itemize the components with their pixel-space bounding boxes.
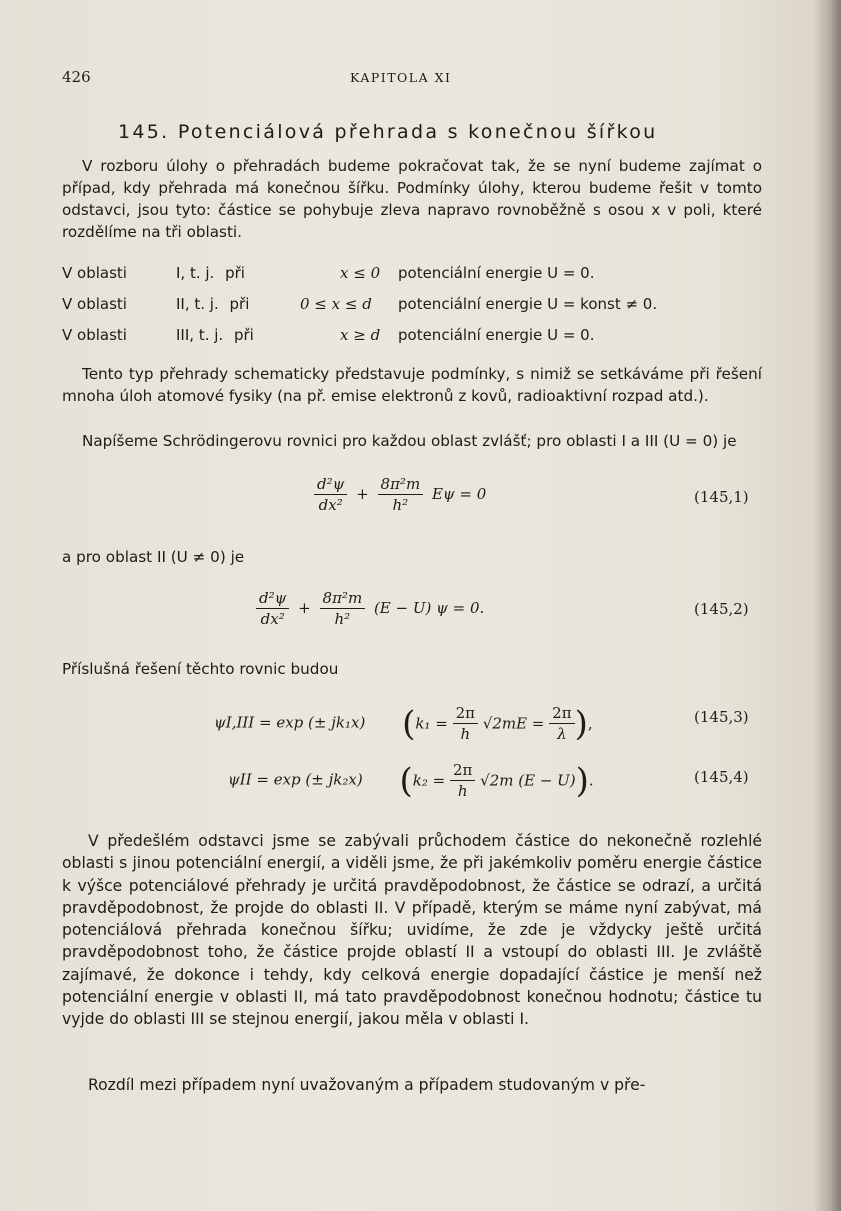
denominator: h²	[392, 496, 409, 514]
paren-right: )	[575, 760, 589, 801]
region-energy: potenciální energie U = 0.	[398, 326, 595, 344]
square-root: √2m (E − U)	[480, 771, 576, 790]
operator: +	[298, 598, 311, 617]
equation-tail: Eψ = 0	[431, 484, 487, 503]
numerator: 8π²m	[378, 474, 424, 495]
region-condition: x ≥ d	[340, 326, 381, 344]
region-energy: potenciální energie U = 0.	[398, 264, 595, 282]
numerator: d²ψ	[256, 588, 289, 609]
paragraph-difference	[62, 1074, 762, 1096]
equation-number: (145,3)	[694, 708, 749, 726]
region-numeral-text: II, t. j.	[176, 295, 219, 313]
fraction	[450, 760, 475, 801]
denominator: dx²	[318, 496, 343, 514]
equation-lhs: ψII = exp (± jk₂x)	[228, 770, 363, 789]
region-numeral-text: III, t. j.	[176, 326, 224, 344]
region-cond-word: při	[225, 264, 245, 282]
paren-left: (	[402, 703, 416, 744]
page-edge-shadow	[813, 0, 841, 1211]
denominator: λ	[557, 725, 567, 743]
region-label: V oblasti	[62, 295, 127, 313]
region-numeral	[176, 264, 245, 282]
denominator: h	[460, 725, 471, 743]
fraction	[549, 703, 574, 744]
equation-tail: (E − U) ψ = 0.	[373, 598, 485, 617]
region-condition: 0 ≤ x ≤ d	[300, 295, 372, 313]
numerator: 2π	[453, 703, 478, 724]
fraction	[256, 588, 289, 629]
fraction	[453, 703, 478, 744]
fraction	[314, 474, 347, 515]
chapter-header: KAPITOLA XI	[350, 70, 452, 85]
region-numeral	[176, 326, 254, 344]
paragraph-solutions: Příslušná řešení těchto rovnic budou	[62, 660, 339, 678]
denominator: dx²	[260, 610, 285, 628]
wave-number: k₁ =	[415, 714, 448, 733]
paren-left: (	[399, 760, 413, 801]
paragraph-barrier-type-text: Tento typ přehrady schematicky představuje podmínky, s nimiž se setkáváme při řešení mnoha úloh atomové fysiky (na př. emise elektronů z kovů, radioaktivní rozpad atd.).	[62, 365, 762, 405]
paragraph-region-two: a pro oblast II (U ≠ 0) je	[62, 548, 245, 566]
region-energy: potenciální energie U = konst ≠ 0.	[398, 295, 658, 313]
equation-145-3	[214, 703, 593, 744]
region-condition: x ≤ 0	[340, 264, 381, 282]
equation-lhs: ψI,III = exp (± jk₁x)	[214, 713, 366, 732]
region-cond-word: při	[229, 295, 250, 313]
equation-number: (145,4)	[694, 768, 749, 786]
square-root: √2mE =	[482, 714, 545, 733]
paragraph-difference-text: Rozdíl mezi případem nyní uvažovaným a případem studovaným v pře-	[88, 1076, 646, 1094]
region-numeral-text: I, t. j.	[176, 264, 215, 282]
numerator: d²ψ	[314, 474, 347, 495]
page-number: 426	[62, 68, 91, 86]
paragraph-barrier-type	[62, 363, 762, 407]
equation-145-4	[228, 760, 594, 801]
paragraph-intro	[62, 155, 762, 243]
region-row-3	[62, 326, 127, 344]
region-row-2	[62, 295, 127, 313]
paren-right: )	[574, 703, 588, 744]
region-cond-word: při	[233, 326, 254, 344]
section-title: 145. Potenciálová přehrada s konečnou šířkou	[118, 121, 658, 143]
operator: +	[356, 484, 369, 503]
period: .	[588, 771, 594, 790]
denominator: h²	[334, 610, 351, 628]
fraction	[320, 588, 366, 629]
paragraph-intro-text: V rozboru úlohy o přehradách budeme pokračovat tak, že se nyní budeme zajímat o případ, kdy přehrada má konečnou šířku. Podmínky úlohy, kterou budeme řešit v tomto odstavci, jsou tyto: částice se pohybuje zleva napravo rovnoběžně s osou x v poli, které rozdělíme na tři oblasti.	[62, 157, 762, 241]
paragraph-previous-section	[62, 830, 762, 1031]
numerator: 2π	[549, 703, 574, 724]
region-row-1	[62, 264, 127, 282]
comma: ,	[587, 714, 593, 733]
equation-number: (145,2)	[694, 600, 749, 618]
region-label: V oblasti	[62, 264, 127, 282]
paragraph-previous-section-text: V předešlém odstavci jsme se zabývali průchodem částice do nekonečně rozlehlé oblasti s jinou potenciální energií, a viděli jsme, že při jakémkoliv poměru energie částice k výšce potenciálové přehrady je určitá pravděpodobnost, že částice se odrazí, a určitá pravděpodobnost, že projde do oblasti II. V případě, kterým se máme nyní zabývat, má potenciálová přehrada konečnou šířku; uvidíme, že zde je vždycky ještě určitá pravděpodobnost toho, že částice projde oblastí II a vstoupí do oblasti III. Je zvláště zajímavé, že dokonce i tehdy, kdy celková energie dopadající částice je menší než potenciální energie v oblasti II, má tato pravděpodobnost konečnou hodnotu; částice tu vyjde do oblasti III se stejnou energií, jakou měla v oblasti I.	[62, 832, 762, 1029]
paragraph-schrodinger-text: Napíšeme Schrödingerovu rovnici pro každou oblast zvlášť; pro oblasti I a III (U = 0) je	[82, 432, 737, 450]
fraction	[378, 474, 424, 515]
equation-145-1	[314, 474, 486, 515]
region-label: V oblasti	[62, 326, 127, 344]
paragraph-schrodinger	[62, 430, 762, 452]
equation-number: (145,1)	[694, 488, 749, 506]
region-numeral	[176, 295, 249, 313]
equation-145-2	[256, 588, 484, 629]
numerator: 2π	[450, 760, 475, 781]
numerator: 8π²m	[320, 588, 366, 609]
wave-number: k₂ =	[412, 771, 446, 790]
denominator: h	[457, 782, 468, 800]
